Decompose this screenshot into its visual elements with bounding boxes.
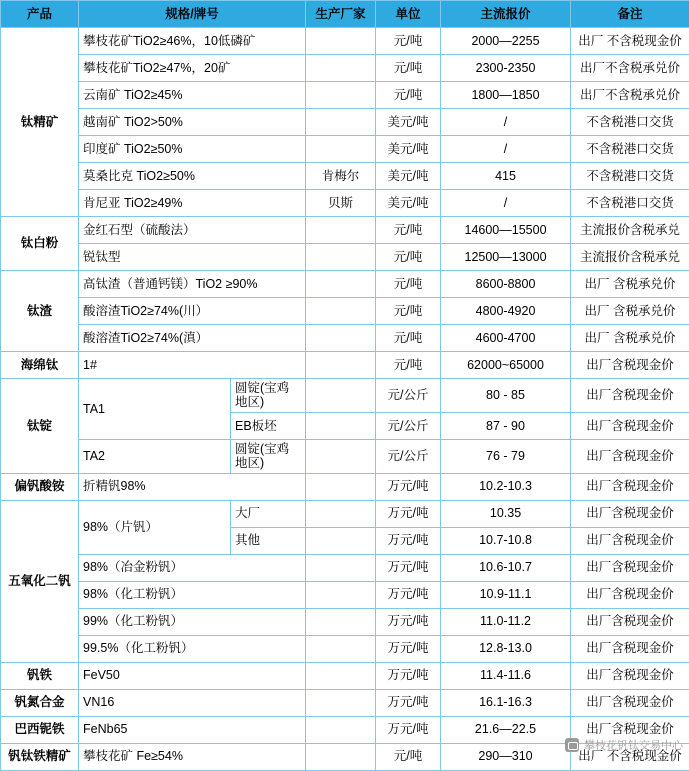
table-row [1,55,689,82]
cell-factory [306,325,376,352]
cell-spec: 酸溶渣TiO2≥74%(滇） [79,325,306,352]
cell-product: 海绵钛 [1,352,79,379]
cell-product: 钒氮合金 [1,689,79,716]
header-factory: 生产厂家 [306,1,376,28]
cell-spec: 云南矿 TiO2≥45% [79,82,306,109]
cell-factory [306,28,376,55]
cell-unit: 美元/吨 [376,109,441,136]
cell-unit: 元/公斤 [376,439,441,473]
cell-spec: 印度矿 TiO2≥50% [79,136,306,163]
cell-factory [306,352,376,379]
cell-note: 出厂含税现金价 [571,608,689,635]
cell-price: 290—310 [441,743,571,770]
header-product: 产品 [1,1,79,28]
cell-spec-sub: EB板坯 [231,412,306,439]
cell-note: 出厂 不含税现金价 [571,743,689,770]
cell-factory [306,743,376,770]
cell-note: 出厂含税现金价 [571,379,689,413]
cell-note: 出厂含税现金价 [571,412,689,439]
cell-note: 出厂 含税承兑价 [571,325,689,352]
cell-note: 不含税港口交货 [571,190,689,217]
cell-spec: 98%（化工粉钒） [79,581,306,608]
cell-unit: 万元/吨 [376,581,441,608]
table-row [1,190,689,217]
cell-spec: TA1 [79,379,231,440]
cell-product: 钛渣 [1,271,79,352]
cell-price: 415 [441,163,571,190]
cell-note: 出厂含税现金价 [571,527,689,554]
cell-spec: 折精钒98% [79,473,306,500]
cell-unit: 万元/吨 [376,473,441,500]
cell-factory [306,412,376,439]
cell-price: 4800-4920 [441,298,571,325]
cell-factory [306,500,376,527]
cell-unit: 元/吨 [376,298,441,325]
cell-spec: 1# [79,352,306,379]
cell-product: 五氧化二钒 [1,500,79,662]
cell-spec-sub: 圆锭(宝鸡地区) [231,379,306,413]
cell-spec: 攀枝花矿TiO2≥46%，10低磷矿 [79,28,306,55]
table-row [1,554,689,581]
cell-product: 钒铁 [1,662,79,689]
cell-price: / [441,136,571,163]
cell-spec: 攀枝花矿TiO2≥47%，20矿 [79,55,306,82]
cell-price: 10.9-11.1 [441,581,571,608]
cell-note: 出厂 不含税现金价 [571,28,689,55]
cell-note: 出厂含税现金价 [571,635,689,662]
cell-unit: 万元/吨 [376,527,441,554]
cell-factory [306,635,376,662]
cell-factory [306,217,376,244]
table-row [1,662,689,689]
table-body [1,28,689,771]
cell-price: 2000—2255 [441,28,571,55]
table-row [1,635,689,662]
cell-factory: 贝斯 [306,190,376,217]
cell-price: 2300-2350 [441,55,571,82]
cell-factory [306,109,376,136]
cell-price: 87 - 90 [441,412,571,439]
cell-note: 出厂 含税承兑价 [571,271,689,298]
cell-spec: VN16 [79,689,306,716]
cell-spec: 99.5%（化工粉钒） [79,635,306,662]
cell-spec: 肯尼亚 TiO2≥49% [79,190,306,217]
cell-note: 不含税港口交货 [571,163,689,190]
cell-factory [306,527,376,554]
cell-spec-sub: 圆锭(宝鸡地区) [231,439,306,473]
cell-product: 钛白粉 [1,217,79,271]
cell-unit: 美元/吨 [376,163,441,190]
cell-factory: 肯梅尔 [306,163,376,190]
cell-price: 80 - 85 [441,379,571,413]
cell-note: 出厂含税现金价 [571,473,689,500]
cell-price: 21.6—22.5 [441,716,571,743]
cell-spec: 98%（冶金粉钒） [79,554,306,581]
cell-note: 出厂含税现金价 [571,716,689,743]
table-row [1,244,689,271]
cell-factory [306,608,376,635]
cell-product: 钛精矿 [1,28,79,217]
cell-factory [306,55,376,82]
cell-price: 12.8-13.0 [441,635,571,662]
cell-note: 出厂含税现金价 [571,352,689,379]
cell-spec: 98%（片钒） [79,500,231,554]
cell-spec: 莫桑比克 TiO2≥50% [79,163,306,190]
cell-factory [306,271,376,298]
cell-price: / [441,109,571,136]
cell-note: 出厂含税现金价 [571,500,689,527]
table-row [1,608,689,635]
cell-price: 10.6-10.7 [441,554,571,581]
cell-price: 11.0-11.2 [441,608,571,635]
watermark [565,737,683,753]
cell-spec: FeNb65 [79,716,306,743]
cell-factory [306,554,376,581]
cell-spec-sub: 大厂 [231,500,306,527]
cell-factory [306,82,376,109]
cell-unit: 万元/吨 [376,500,441,527]
cell-unit: 元/吨 [376,217,441,244]
header-spec: 规格/牌号 [79,1,306,28]
cell-unit: 万元/吨 [376,635,441,662]
cell-note: 不含税港口交货 [571,136,689,163]
cell-note: 出厂含税现金价 [571,689,689,716]
cell-unit: 元/吨 [376,82,441,109]
cell-note: 出厂含税现金价 [571,662,689,689]
cell-note: 出厂含税现金价 [571,581,689,608]
cell-spec: 酸溶渣TiO2≥74%(川） [79,298,306,325]
cell-price: 12500—13000 [441,244,571,271]
cell-spec: 99%（化工粉钒） [79,608,306,635]
table-row [1,473,689,500]
cell-unit: 元/吨 [376,244,441,271]
cell-factory [306,581,376,608]
cell-spec: 锐钛型 [79,244,306,271]
cell-price: 1800—1850 [441,82,571,109]
table-row [1,500,689,527]
cell-price: 8600-8800 [441,271,571,298]
cell-spec-sub: 其他 [231,527,306,554]
table-row [1,325,689,352]
table-header-row [1,1,689,28]
table-row [1,163,689,190]
cell-product: 钒钛铁精矿 [1,743,79,770]
table-row [1,109,689,136]
cell-price: 16.1-16.3 [441,689,571,716]
table-row [1,689,689,716]
table-row [1,439,689,473]
table-row [1,581,689,608]
cell-unit: 元/公斤 [376,379,441,413]
cell-spec: 高钛渣（普通钙镁）TiO2 ≥90% [79,271,306,298]
cell-price: 11.4-11.6 [441,662,571,689]
cell-note: 出厂 含税承兑价 [571,298,689,325]
table-row [1,379,689,413]
cell-spec: 攀枝花矿 Fe≥54% [79,743,306,770]
cell-product: 钛锭 [1,379,79,474]
table-row [1,352,689,379]
cell-note: 出厂含税现金价 [571,439,689,473]
cell-factory [306,662,376,689]
cell-factory [306,379,376,413]
cell-product: 偏钒酸铵 [1,473,79,500]
cell-unit: 元/吨 [376,352,441,379]
cell-unit: 万元/吨 [376,608,441,635]
cell-spec: 金红石型（硫酸法） [79,217,306,244]
header-price: 主流报价 [441,1,571,28]
header-note: 备注 [571,1,689,28]
cell-unit: 万元/吨 [376,689,441,716]
cell-price: 10.2-10.3 [441,473,571,500]
header-unit: 单位 [376,1,441,28]
cell-price: 10.7-10.8 [441,527,571,554]
cell-spec: FeV50 [79,662,306,689]
cell-product: 巴西铌铁 [1,716,79,743]
cell-note: 出厂含税现金价 [571,554,689,581]
cell-price: 62000~65000 [441,352,571,379]
cell-factory [306,689,376,716]
cell-unit: 元/公斤 [376,412,441,439]
cell-note: 主流报价含税承兑 [571,217,689,244]
cell-spec: 越南矿 TiO2>50% [79,109,306,136]
cell-price: 4600-4700 [441,325,571,352]
cell-factory [306,244,376,271]
cell-factory [306,716,376,743]
cell-factory [306,136,376,163]
cell-note: 出厂不含税承兑价 [571,82,689,109]
cell-unit: 美元/吨 [376,190,441,217]
cell-price: / [441,190,571,217]
cell-factory [306,439,376,473]
cell-factory [306,298,376,325]
cell-spec: TA2 [79,439,231,473]
table-header [1,1,689,28]
cell-price: 14600—15500 [441,217,571,244]
cell-unit: 元/吨 [376,55,441,82]
table-row [1,82,689,109]
cell-unit: 万元/吨 [376,662,441,689]
table-row [1,28,689,55]
cell-unit: 元/吨 [376,743,441,770]
cell-note: 主流报价含税承兑 [571,244,689,271]
wechat-account-icon [565,738,579,752]
cell-price: 10.35 [441,500,571,527]
cell-unit: 美元/吨 [376,136,441,163]
cell-note: 出厂不含税承兑价 [571,55,689,82]
cell-factory [306,473,376,500]
table-row [1,136,689,163]
cell-unit: 元/吨 [376,271,441,298]
cell-unit: 万元/吨 [376,716,441,743]
cell-price: 76 - 79 [441,439,571,473]
watermark-label: 攀枝花钒钛交易中心 [584,737,683,753]
table-row [1,298,689,325]
cell-note: 不含税港口交货 [571,109,689,136]
cell-unit: 元/吨 [376,325,441,352]
table-row [1,271,689,298]
cell-unit: 万元/吨 [376,554,441,581]
table-row [1,217,689,244]
cell-unit: 元/吨 [376,28,441,55]
